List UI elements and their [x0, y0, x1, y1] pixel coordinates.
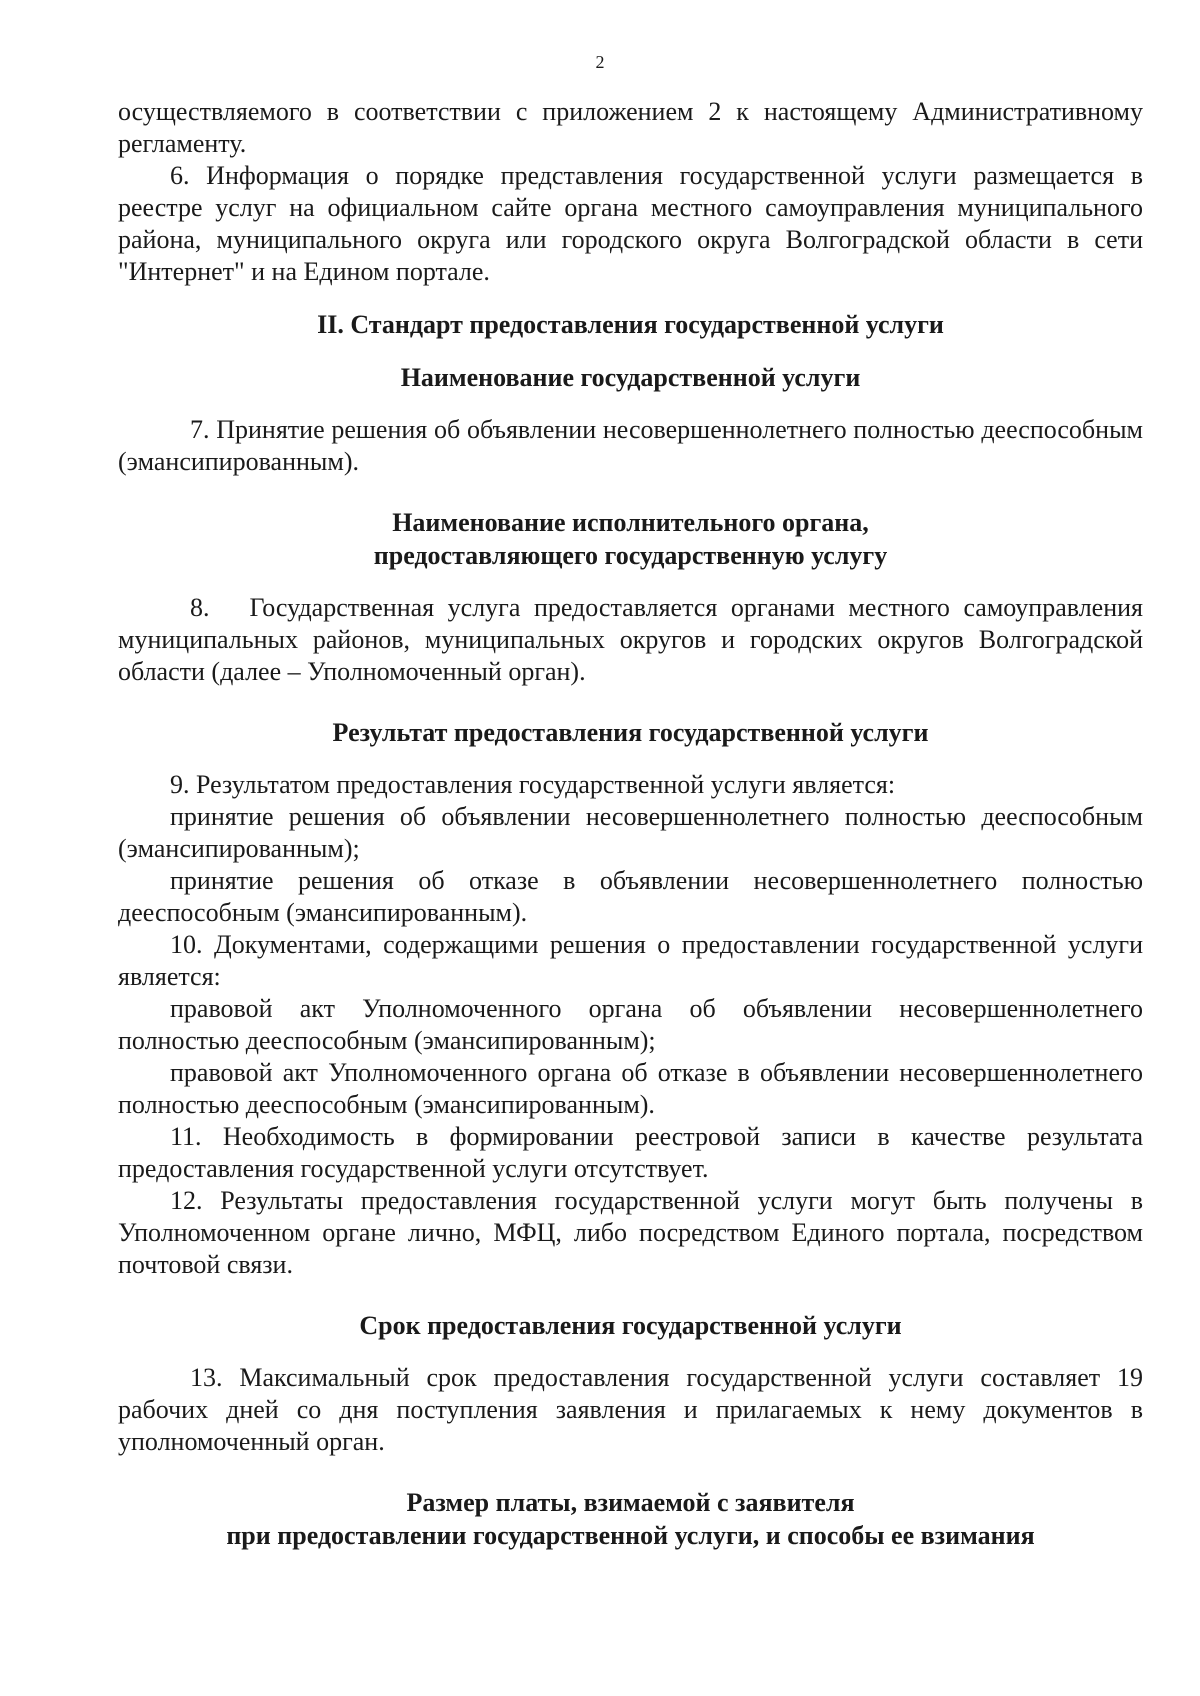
page-number: 2 [595, 52, 605, 72]
paragraph-6: 6. Информация о порядке представления государственной услуги размещается в реестре услуг на официальном сайте органа местного самоуправления муниципального района, муниципального округа или городского округа Волгоградской области в сети "Интернет" и на Едином портале. [118, 161, 1143, 286]
heading-term: Срок предоставления государственной услуги [359, 1311, 902, 1340]
heading-fee-line1: Размер платы, взимаемой с заявителя [406, 1488, 855, 1517]
paragraph-9b: принятие решения об отказе в объявлении несовершеннолетнего полностью дееспособным (эмансипированным). [118, 866, 1143, 927]
paragraph-9a: принятие решения об объявлении несовершеннолетнего полностью дееспособным (эмансипированным); [118, 802, 1143, 863]
document-body [118, 96, 1143, 1552]
heading-fee-line2: при предоставлении государственной услуги, и способы ее взимания [226, 1521, 1035, 1550]
paragraph-10b: правовой акт Уполномоченного органа об отказе в объявлении несовершеннолетнего полностью дееспособным (эмансипированным). [118, 1058, 1143, 1119]
paragraph-7: 7. Принятие решения об объявлении несовершеннолетнего полностью дееспособным (эмансипированным). [118, 415, 1143, 476]
paragraph-9: 9. Результатом предоставления государственной услуги является: [170, 770, 896, 799]
paragraph-11: 11. Необходимость в формировании реестровой записи в качестве результата предоставления государственной услуги отсутствует. [118, 1122, 1143, 1183]
paragraph-8-number: 8. [190, 593, 210, 622]
heading-organ-line2: предоставляющего государственную услугу [373, 541, 888, 570]
paragraph-13: 13. Максимальный срок предоставления государственной услуги составляет 19 рабочих дней со дня поступления заявления и прилагаемых к нему документов в уполномоченный орган. [118, 1363, 1143, 1456]
paragraph-10: 10. Документами, содержащими решения о предоставлении государственной услуги является: [118, 930, 1143, 991]
paragraph-8 [118, 592, 1143, 688]
paragraph-8-text: Государственная услуга предоставляется органами местного самоуправления муниципальных районов, муниципальных округов и городских округов Волгоградской области (далее – Уполномоченный орган). [118, 593, 1143, 686]
heading-result: Результат предоставления государственной услуги [332, 718, 929, 747]
paragraph-continuation: осуществляемого в соответствии с приложением 2 к настоящему Административному регламенту. [118, 97, 1143, 158]
paragraph-12: 12. Результаты предоставления государственной услуги могут быть получены в Уполномоченном органе лично, МФЦ, либо посредством Единого портала, посредством почтовой связи. [118, 1186, 1143, 1279]
paragraph-10a: правовой акт Уполномоченного органа об объявлении несовершеннолетнего полностью дееспособным (эманcипированным); [118, 994, 1143, 1055]
heading-service-name: Наименование государственной услуги [400, 363, 861, 392]
section-heading-2: II. Стандарт предоставления государственной услуги [317, 310, 944, 339]
heading-organ-line1: Наименование исполнительного органа, [392, 508, 869, 537]
